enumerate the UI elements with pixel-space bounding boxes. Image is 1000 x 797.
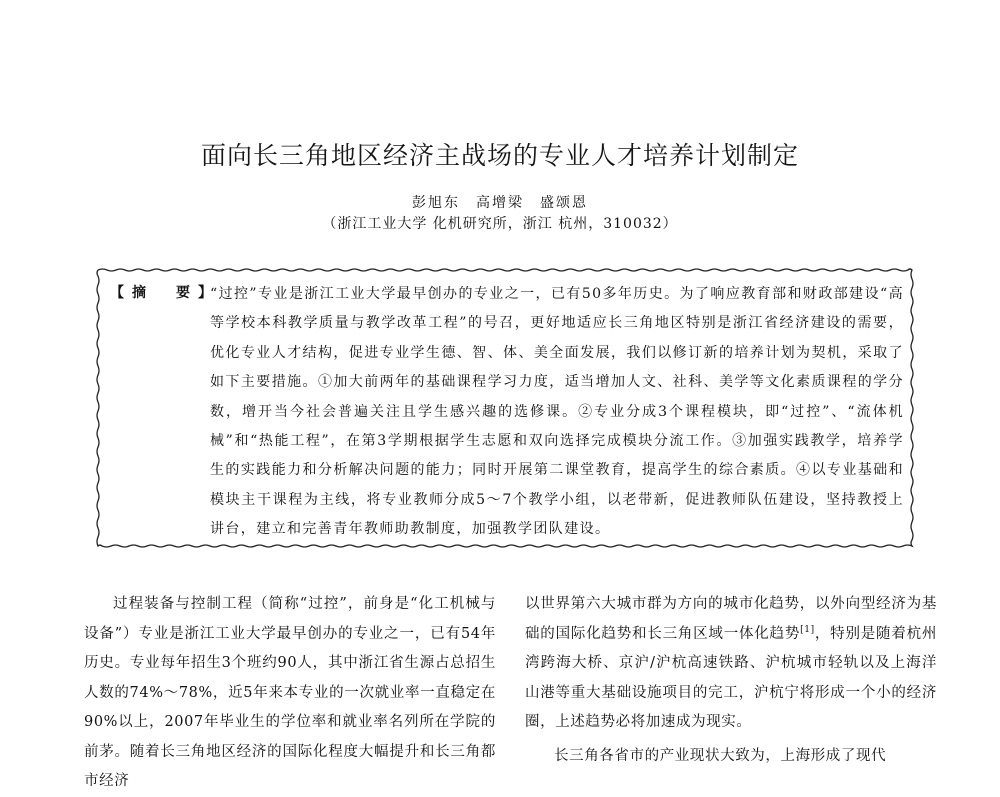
abstract-text: “过控”专业是浙江工业大学最早创办的专业之一，已有50多年历史。为了响应教育部和财政部建设“高等学校本科教学质量与教学改革工程”的号召，更好地适应长三角地区特别是浙江省经济建设的需要，优化专业人才结构，促进专业学生德、智、体、美全面发展，我们以修订新的培养计划为契机，采取了如下主要措施。①加大前两年的基础课程学习力度，适当增加人文、社科、美学等文化素质课程的学分数，增开当今社会普遍关注且学生感兴趣的选修课。②专业分成3个课程模块，即“过控”、“流体机械”和“热能工程”，在第3学期根据学生志愿和双向选择完成模块分流工作。③加强实践教学，培养学生的实践能力和分析解决问题的能力；同时开展第二课堂教育，提高学生的综合素质。④以专业基础和模块主干课程为主线，将专业教师分成5～7个教学小组，以老带新，促进教师队伍建设，坚持教授上讲台，建立和完善青年教师助教制度，加强教学团队建设。	[210, 286, 904, 538]
affiliation: （浙江工业大学 化机研究所，浙江 杭州，310032）	[322, 216, 678, 232]
body-right-column	[525, 590, 937, 771]
abstract-label: 【摘 要】	[110, 285, 220, 301]
body-paragraph	[525, 590, 937, 738]
citation-ref: [1]	[800, 624, 815, 635]
paper-title: 面向长三角地区经济主战场的专业人才培养计划制定	[200, 141, 799, 170]
authors: 彭旭东 高增梁 盛颂恩	[412, 195, 588, 211]
body-left-column	[84, 590, 496, 797]
body-paragraph: 长三角各省市的产业现状大致为，上海形成了现代	[554, 747, 887, 764]
body-paragraph: 过程装备与控制工程（简称“过控”，前身是“化工机械与设备”）专业是浙江工业大学最早创办的专业之一，已有54年历史。专业每年招生3个班约90人，其中浙江省生源占总招生人数的74%～78%，近5年来本专业的一次就业率一直稳定在90%以上，2007年毕业生的学位率和就业率名列所在学院的前茅。随着长三角地区经济的国际化程度大幅提升和长三角都市经济	[84, 596, 496, 789]
body-text: ，特别是随着杭州湾跨海大桥、京沪/沪杭高速铁路、沪杭城市轻轨以及上海洋山港等重大基础设施项目的完工，沪杭宁将形成一个小的经济圈，上述趋势必将加速成为现实。	[525, 625, 937, 730]
abstract-box	[92, 264, 918, 552]
body-text: 以世界第六大城市群为方向的城市化趋势，以外向型经济为基础的国际化趋势和长三角区域一体化趋势	[525, 596, 937, 642]
